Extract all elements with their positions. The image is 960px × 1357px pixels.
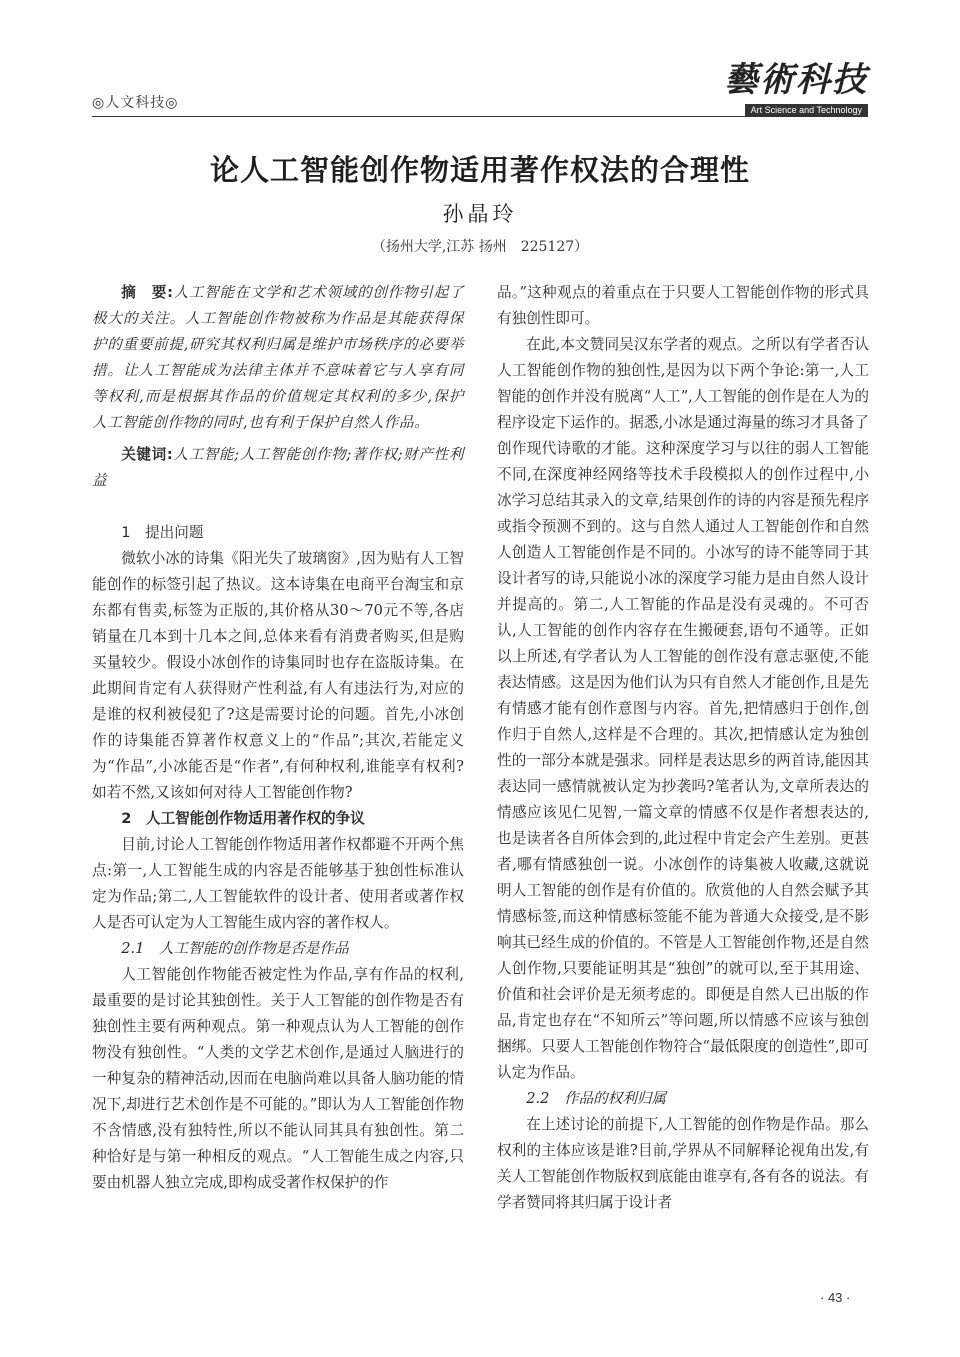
journal-logo-en: Art Science and Technology <box>745 104 868 116</box>
section-heading-2: 2 人工智能创作物适用著作权的争议 <box>121 810 365 827</box>
journal-logo <box>724 62 868 117</box>
paragraph: 微软小冰的诗集《阳光失了玻璃窗》,因为贴有人工智能创作的标签引起了热议。这本诗集在电商平台淘宝和京东都有售卖,标签为正版的,其价格从30～70元不等,各店销量在几本到十几本之间,总体来看有消费者购买,但是购买量较少。假设小冰创作的诗集同时也存在盗版诗集。在此期间肯定有人获得财产性利益,有人有违法行为,对应的是谁的权利被侵犯了?这是需要讨论的问题。首先,小冰创作的诗集能否算著作权意义上的“作品”;其次,若能定义为“作品”,小冰能否是“作者”,有何种权利,谁能享有权利?如若不然,又该如何对待人工智能创作物? <box>92 550 464 801</box>
paragraph: 在此,本文赞同吴汉东学者的观点。之所以有学者否认人工智能创作物的独创性,是因为以下两个争论:第一,人工智能的创作并没有脱离“人工”,人工智能的创作是在人为的程序设定下运作的。据悉,小冰是通过海量的练习才具备了创作现代诗歌的才能。这种深度学习与以往的弱人工智能不同,在深度神经网络等技术手段模拟人的创作过程中,小冰学习总结其录入的文章,结果创作的诗的内容是预先程序或指令预测不到的。这与自然人通过人工智能创作和自然人创造人工智能创作是不同的。小冰写的诗不能等同于其设计者写的诗,只能说小冰的深度学习能力是由自然人设计并提高的。第二,人工智能的作品是没有灵魂的。不可否认,人工智能的创作内容存在生搬硬套,语句不通等。正如以上所述,有学者认为人工智能的创作没有意志驱使,不能表达情感。这是因为他们认为只有自然人才能创作,且是先有情感才能有创作意图与内容。首先,把情感归于创作,创作归于自然人,这样是不合理的。其次,把情感认定为独创性的一部分本就是强求。同样是表达思乡的两首诗,能因其表达同一感情就被认定为抄袭吗?笔者认为,文章所表达的情感应该见仁见智,一篇文章的情感不仅是作者想表达的,也是读者各自所体会到的,此过程中肯定会产生差别。更甚者,哪有情感独创一说。小冰创作的诗集被人收藏,这就说明人工智能的创作是有价值的。欣赏他的人自然会赋予其情感标签,而这种情感标签能不能为普通大众接受,是不影响其已经生成的价值的。不管是人工智能创作物,还是自然人创作物,只要能证明其是“独创”的就可以,至于其用途、价值和社会评价是无须考虑的。即便是自然人已出版的作品,肯定也存在“不知所云”等问题,所以情感不应该与独创捆绑。只要人工智能创作物符合“最低限度的创造性”,即可认定为作品。 <box>497 336 869 1081</box>
paragraph: 人工智能创作物能否被定性为作品,享有作品的权利,最重要的是讨论其独创性。关于人工智能的创作物是否有独创性主要有两种观点。第一种观点认为人工智能的创作物没有独创性。“人类的文学艺术创作,是通过人脑进行的一种复杂的精神活动,因而在电脑尚难以具备人脑功能的情况下,却进行艺术创作是不可能的。”即认为人工智能创作物不含情感,没有独特性,所以不能认同其具有独创性。第二种恰好是与第一种相反的观点。“人工智能生成之内容,只要由机器人独立完成,即构成受著作权保护的作 <box>92 966 464 1191</box>
keywords-text: 人工智能;人工智能创作物;著作权;财产性利益 <box>92 446 464 489</box>
journal-logo-cn: 藝術科技 <box>724 60 868 100</box>
article-title: 论人工智能创作物适用著作权法的合理性 <box>209 153 750 187</box>
right-column <box>497 280 869 1216</box>
page-number: · 43 · <box>820 1290 851 1305</box>
paragraph: 品。”这种观点的着重点在于只要人工智能创作物的形式具有独创性即可。 <box>497 284 869 327</box>
subsection-heading-2-1: 2.1 人工智能的创作物是否是作品 <box>121 940 349 957</box>
header-divider <box>92 116 868 117</box>
abstract-text: 人工智能在文学和艺术领域的创作物引起了极大的关注。人工智能创作物被称为作品是其能获得保护的重要前提,研究其权利归属是维护市场秩序的必要举措。让人工智能成为法律主体并不意味着它与人享有同等权利,而是根据其作品的价值规定其权利的多少,保护人工智能创作物的同时,也有利于保护自然人作品。 <box>92 284 464 431</box>
article-author: 孙晶玲 <box>442 202 518 226</box>
spacer <box>92 494 464 520</box>
paragraph: 目前,讨论人工智能创作物适用著作权都避不开两个焦点:第一,人工智能生成的内容是否能够基于独创性标准认定为作品;第二,人工智能软件的设计者、使用者或著作权人是否可认定为人工智能生成内容的著作权人。 <box>92 836 464 931</box>
section-label: ◎人文科技◎ <box>92 95 179 111</box>
subsection-heading-2-2: 2.2 作品的权利归属 <box>526 1090 667 1107</box>
abstract-label: 摘 要: <box>121 284 174 301</box>
keywords <box>92 442 464 494</box>
author-affiliation: （扬州大学,江苏 扬州 225127） <box>371 239 589 255</box>
section-heading-1: 1 提出问题 <box>121 524 204 541</box>
abstract <box>92 280 464 436</box>
page-header <box>92 62 868 118</box>
paragraph: 在上述讨论的前提下,人工智能的创作物是作品。那么权利的主体应该是谁?目前,学界从不同解释论视角出发,有关人工智能创作物版权到底能由谁享有,各有各的说法。有学者赞同将其归属于设计者 <box>497 1116 869 1211</box>
keywords-label: 关键词: <box>121 446 174 463</box>
left-column <box>92 280 464 1196</box>
